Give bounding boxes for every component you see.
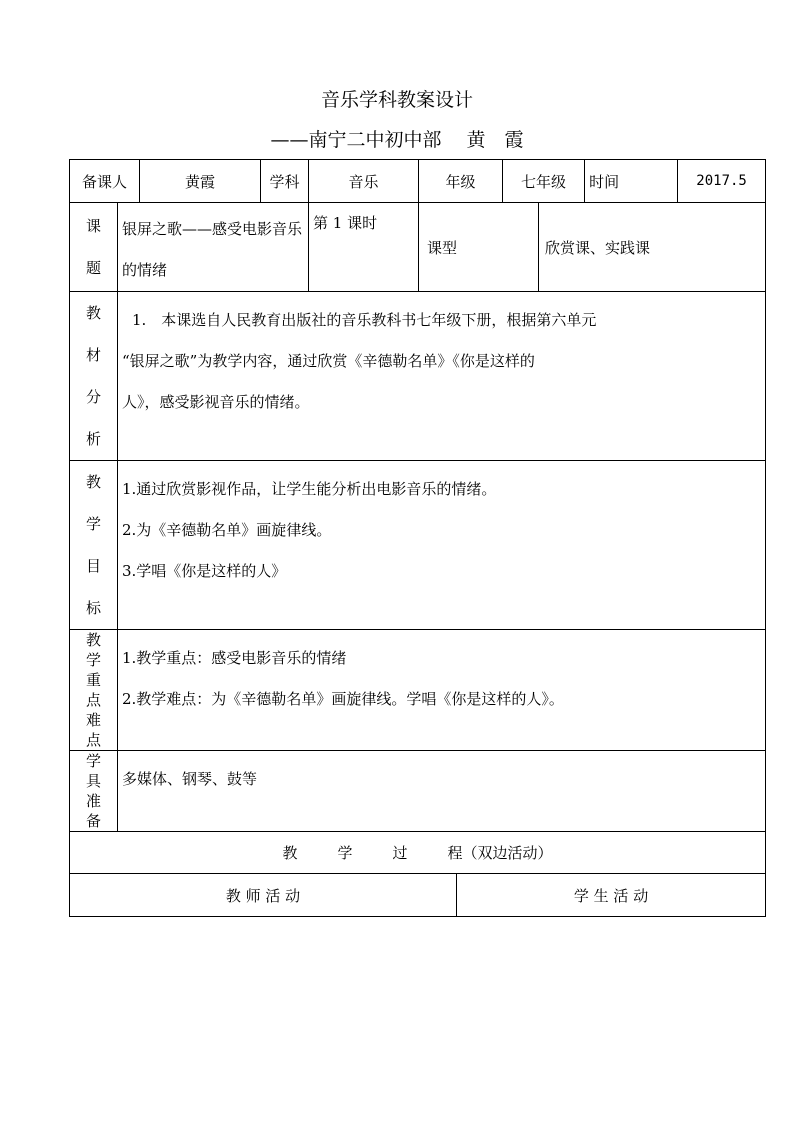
- process-header-row: [70, 832, 766, 874]
- time-label: 时间: [585, 160, 678, 203]
- type-value: 欣赏课、实践课: [539, 203, 766, 292]
- teacher-activity-header: 教 师 活 动: [70, 874, 457, 917]
- subject-value: 音乐: [309, 160, 419, 203]
- topic-row: [70, 203, 766, 292]
- objectives-label-char: 标: [85, 599, 101, 617]
- process-title-char: 教: [282, 844, 298, 862]
- objectives-label-char: 教: [85, 473, 101, 491]
- teacher-value: 黄霞: [140, 160, 261, 203]
- key-points-label-char: 重: [85, 671, 101, 689]
- equipment-label-char: 具: [85, 772, 101, 790]
- process-title-char: 过: [392, 844, 408, 862]
- objectives-label-char: 目: [85, 557, 101, 575]
- key-points-label-char: 教: [85, 631, 101, 649]
- activity-header-row: [70, 874, 766, 917]
- analysis-label-char: 分: [85, 388, 101, 406]
- equipment-label-char: 准: [85, 792, 101, 810]
- topic-text: 银屏之歌——感受电影音乐的情绪: [122, 220, 303, 279]
- page-title: 音乐学科教案设计: [320, 89, 473, 111]
- student-activity-header: 学 生 活 动: [457, 874, 766, 917]
- equipment-label-char: 学: [85, 752, 101, 770]
- objective-item: 3.学唱《你是这样的人》: [122, 562, 287, 580]
- analysis-content: [118, 292, 766, 461]
- analysis-line: 人》，感受影视音乐的情绪。: [122, 393, 310, 411]
- objectives-row: [70, 461, 766, 630]
- key-points-label: [70, 630, 118, 751]
- objectives-label-char: 学: [85, 515, 101, 533]
- objectives-label: [70, 461, 118, 630]
- equipment-label-char: 备: [85, 812, 101, 830]
- equipment-content: [118, 751, 766, 832]
- equipment-label: [70, 751, 118, 832]
- analysis-row: [70, 292, 766, 461]
- analysis-line: “银屏之歌”为教学内容，通过欣赏《辛德勒名单》《你是这样的: [122, 352, 535, 370]
- key-points-label-char: 点: [85, 731, 101, 749]
- type-label: 课型: [419, 203, 539, 292]
- analysis-label-char: 材: [85, 346, 101, 364]
- equipment-row: [70, 751, 766, 832]
- key-points-label-char: 点: [85, 691, 101, 709]
- process-title-char: 学: [337, 844, 353, 862]
- analysis-label-char: 教: [85, 304, 101, 322]
- key-points-label-char: 难: [85, 711, 101, 729]
- topic-label: [70, 203, 118, 292]
- process-title: [70, 832, 766, 874]
- topic-label-char: 课: [85, 217, 101, 235]
- objectives-content: [118, 461, 766, 630]
- key-point-item: 1.教学重点：感受电影音乐的情绪: [122, 649, 347, 667]
- analysis-line: 1. 本课选自人民教育出版社的音乐教科书七年级下册，根据第六单元: [132, 311, 597, 329]
- header-row: [70, 160, 766, 203]
- page-subtitle: ——南宁二中初中部 黄 霞: [270, 129, 524, 151]
- topic-value: [118, 203, 309, 292]
- objective-item: 2.为《辛德勒名单》画旋律线。: [122, 521, 332, 539]
- process-title-char: 程（双边活动）: [447, 844, 553, 862]
- period-value: 第 1 课时: [309, 203, 419, 292]
- analysis-label-char: 析: [85, 430, 101, 448]
- grade-value: 七年级: [503, 160, 585, 203]
- key-points-row: [70, 630, 766, 751]
- objective-item: 1.通过欣赏影视作品，让学生能分析出电影音乐的情绪。: [122, 480, 497, 498]
- key-point-item: 2.教学难点：为《辛德勒名单》画旋律线。学唱《你是这样的人》。: [122, 690, 564, 708]
- time-value: 2017.5: [678, 160, 766, 203]
- subject-label: 学科: [261, 160, 309, 203]
- key-points-label-char: 学: [85, 651, 101, 669]
- grade-label: 年级: [419, 160, 503, 203]
- equipment-text: 多媒体、钢琴、鼓等: [122, 770, 258, 788]
- analysis-label: [70, 292, 118, 461]
- key-points-content: [118, 630, 766, 751]
- lesson-plan-table: [69, 159, 766, 917]
- teacher-label: 备课人: [70, 160, 140, 203]
- topic-label-char: 题: [85, 259, 101, 277]
